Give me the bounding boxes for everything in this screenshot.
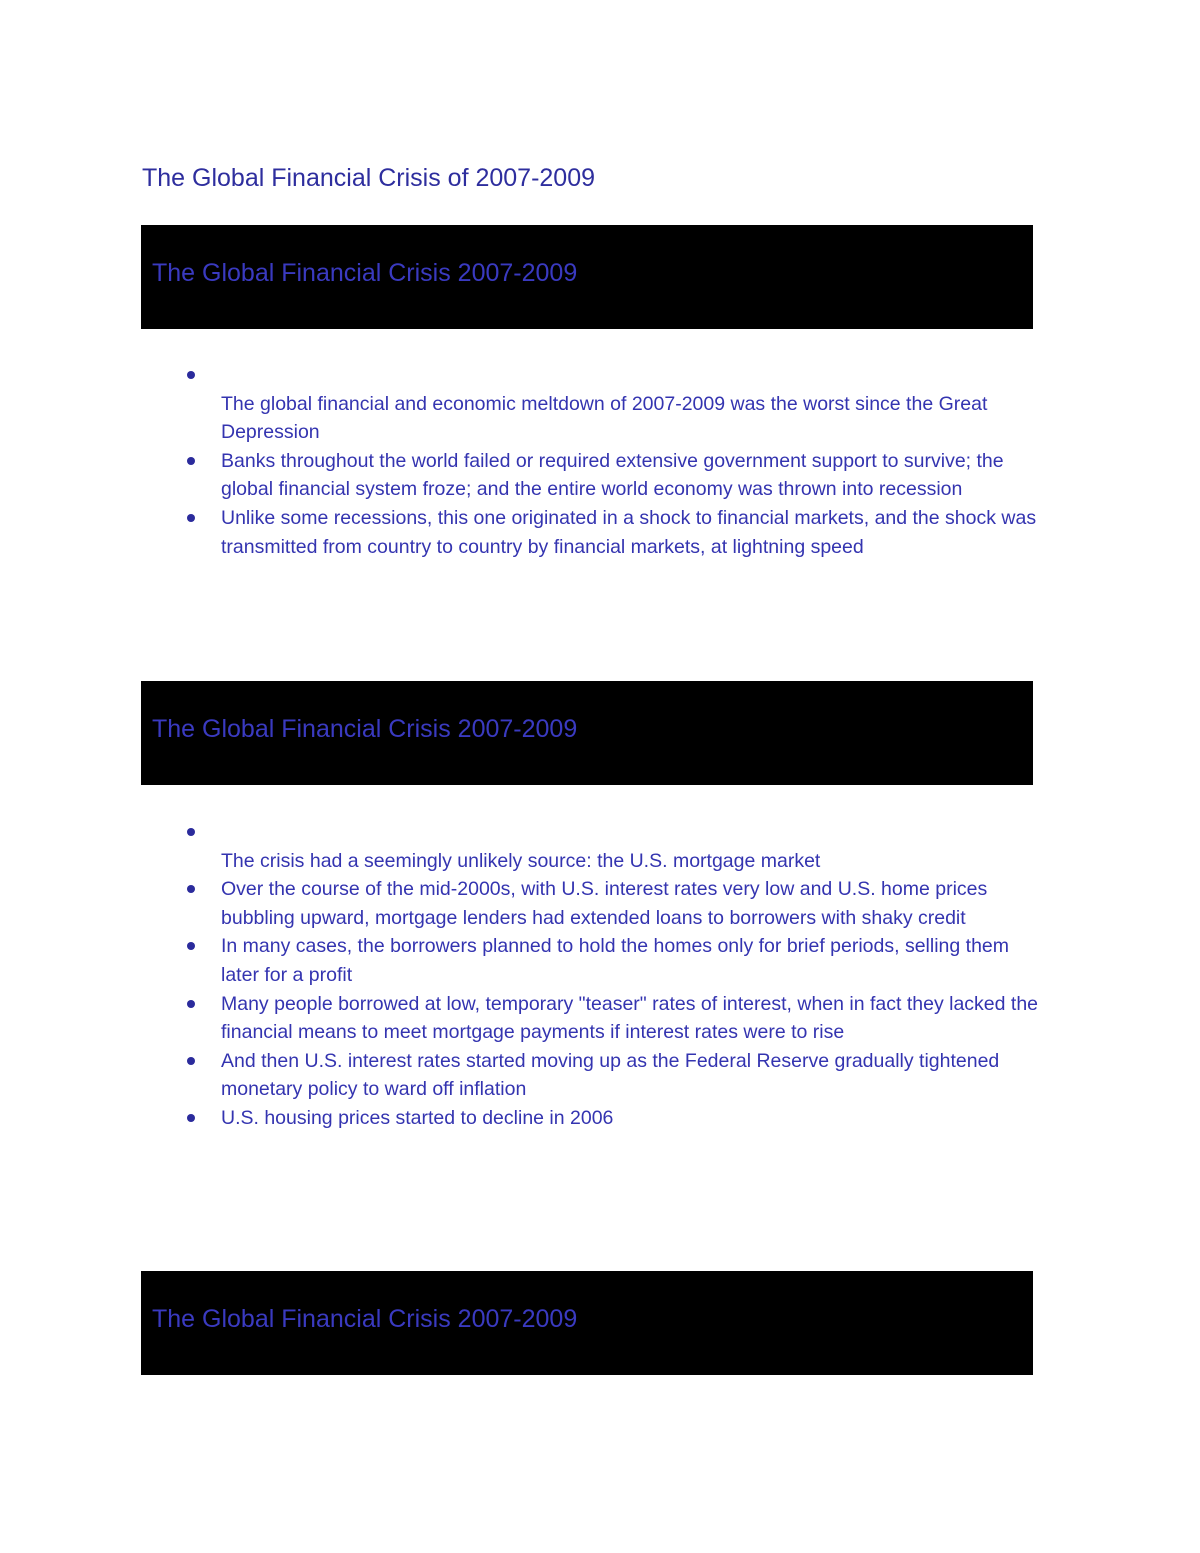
bullet-text: Over the course of the mid-2000s, with U.S. interest rates very low and U.S. home prices bubbling upward, mortgage lenders had extended loans to borrowers with shaky credit bbox=[221, 878, 988, 929]
list-item bbox=[0, 1047, 1041, 1104]
bullet-icon bbox=[187, 371, 195, 379]
bullet-icon bbox=[187, 1057, 195, 1065]
bullet-icon bbox=[187, 942, 195, 950]
slide-2-heading: The Global Financial Crisis 2007-2009 bbox=[152, 715, 578, 743]
list-item bbox=[0, 361, 1041, 447]
bullet-icon bbox=[187, 514, 195, 522]
bullet-text: The global financial and economic meltdown of 2007-2009 was the worst since the Great Depression bbox=[221, 392, 988, 444]
list-item bbox=[0, 990, 1041, 1047]
slide-1-header bbox=[141, 225, 1033, 329]
bullet-text: The crisis had a seemingly unlikely source: the U.S. mortgage market bbox=[221, 849, 821, 872]
list-item bbox=[0, 932, 1041, 989]
slide-1-bullet-list bbox=[0, 361, 1200, 561]
bullet-icon bbox=[187, 828, 195, 836]
bullet-text: Banks throughout the world failed or required extensive government support to survive; the global financial system froze; and the entire world economy was thrown into recession bbox=[221, 449, 1004, 501]
bullet-icon bbox=[187, 1000, 195, 1008]
slide-3-header bbox=[141, 1271, 1033, 1375]
slide-3-heading: The Global Financial Crisis 2007-2009 bbox=[152, 1305, 578, 1333]
bullet-text: And then U.S. interest rates started moving up as the Federal Reserve gradually tightened monetary policy to ward off inflation bbox=[221, 1049, 1000, 1101]
slide-2-header bbox=[141, 681, 1033, 785]
slide-2-bullet-list bbox=[0, 818, 1200, 1133]
list-item bbox=[0, 447, 1041, 504]
bullet-text: Many people borrowed at low, temporary "teaser" rates of interest, when in fact they lacked the financial means to meet mortgage payments if interest rates were to rise bbox=[221, 992, 1039, 1044]
slide-1-heading: The Global Financial Crisis 2007-2009 bbox=[152, 259, 578, 287]
bullet-text: In many cases, the borrowers planned to hold the homes only for brief periods, selling them later for a profit bbox=[221, 935, 1010, 986]
list-item bbox=[0, 818, 1041, 875]
document-title: The Global Financial Crisis of 2007-2009 bbox=[142, 164, 596, 192]
bullet-icon bbox=[187, 457, 195, 465]
bullet-icon bbox=[187, 1114, 195, 1122]
bullet-text: U.S. housing prices started to decline in 2006 bbox=[221, 1106, 614, 1129]
bullet-text: Unlike some recessions, this one originated in a shock to financial markets, and the shock was transmitted from country to country by financial markets, at lightning speed bbox=[221, 506, 1037, 558]
list-item bbox=[0, 504, 1041, 561]
bullet-icon bbox=[187, 885, 195, 893]
list-item bbox=[0, 1104, 1041, 1133]
list-item bbox=[0, 875, 1041, 932]
